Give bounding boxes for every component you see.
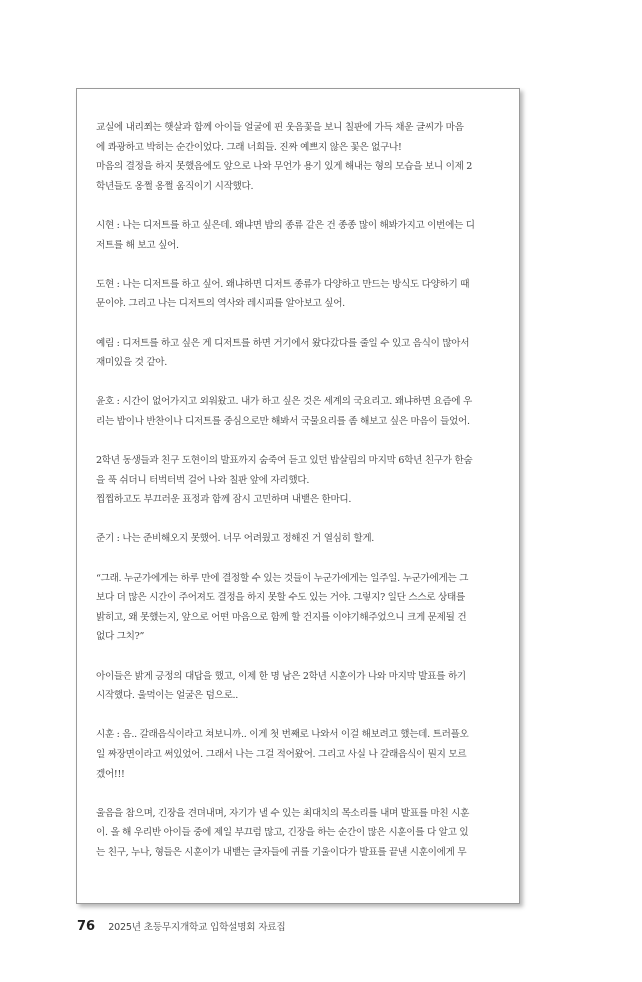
paragraph xyxy=(96,275,513,314)
text-line: 에 콰광하고 박히는 순간이었다. 그래 너희들. 진짜 예쁘지 않은 꽃은 없구나! xyxy=(96,141,402,153)
text-line: 시현 : 나는 디저트를 하고 싶은데. 왜냐면 밥의 종류 같은 건 종종 많이 해봐가지고 이번에는 디 xyxy=(96,219,475,231)
text-line: 도현 : 나는 디저트를 하고 싶어. 왜냐하면 디저트 종류가 다양하고 만드는 방식도 다양하기 때 xyxy=(96,278,470,290)
text-line: 밝히고, 왜 못했는지, 앞으로 어떤 마음으로 함께 할 건지를 이야기해주었으니 크게 문제될 건 xyxy=(96,611,467,623)
page-footer xyxy=(77,915,285,934)
text-line: 없다 그치?” xyxy=(96,631,145,643)
paragraph xyxy=(96,569,513,647)
paragraph xyxy=(96,157,513,196)
text-line: 2학년 동생들과 친구 도현이의 발표까지 숨죽여 듣고 있던 밥살림의 마지막 6학년 친구가 한숨 xyxy=(96,455,473,467)
text-line: 리는 밥이나 반찬이나 디저트를 중심으로만 해봐서 국물요리를 좀 해보고 싶은 마음이 들었어. xyxy=(96,415,470,427)
text-line: 찝찝하고도 부끄러운 표정과 함께 잠시 고민하며 내뱉은 한마디. xyxy=(96,494,352,506)
text-line: 학년들도 옹쩔 옹쩔 움직이기 시작했다. xyxy=(96,180,254,192)
paragraph xyxy=(96,118,513,157)
text-line: 는 친구, 누나, 형들은 시훈이가 내뱉는 글자들에 귀를 기울이다가 발표를 끝낸 시훈이에게 무 xyxy=(96,846,467,858)
paragraph xyxy=(96,392,513,431)
text-line: 보다 더 많은 시간이 주어져도 결정을 하지 못할 수도 있는 거야. 그렇지? 일단 스스로 상태를 xyxy=(96,592,465,604)
book-title: 2025년 초등무지개학교 입학설명회 자료집 xyxy=(108,922,286,933)
body-text xyxy=(96,118,513,863)
page-number: 76 xyxy=(77,919,96,934)
text-line: 예림 : 디저트를 하고 싶은 게 디저트를 하면 거기에서 왔다갔다를 줄일 수 있고 음식이 많아서 xyxy=(96,337,470,349)
text-line: 준기 : 나는 준비해오지 못했어. 너무 어려웠고 정해진 거 열심히 할게. xyxy=(96,533,375,545)
text-line: 을 푹 쉬더니 터벅터벅 걸어 나와 칠판 앞에 자리했다. xyxy=(96,474,310,486)
text-line: 이. 올 해 우리반 아이들 중에 제일 부끄럼 많고, 긴장을 하는 순간이 많은 시훈이를 다 알고 있 xyxy=(96,827,469,839)
text-line: 겠어!!! xyxy=(96,768,125,780)
text-line: 문이야. 그리고 나는 디저트의 역사와 레시피를 알아보고 싶어. xyxy=(96,298,345,310)
text-line: 시작했다. 울먹이는 얼굴은 덤으로.. xyxy=(96,690,239,702)
text-line: 저트를 해 보고 싶어. xyxy=(96,239,179,251)
text-line: 시훈 : 음.. 갈래음식이라고 쳐보니까.. 이게 첫 번째로 나와서 이걸 해보려고 했는데. 트러플오 xyxy=(96,729,469,741)
text-line: 아이들은 밝게 긍정의 대답을 했고, 이제 한 명 남은 2학년 시훈이가 나와 마지막 발표를 하기 xyxy=(96,670,466,682)
paragraph xyxy=(96,725,513,784)
paragraph xyxy=(96,804,513,863)
paragraph xyxy=(96,529,513,549)
text-line: 윤호 : 시간이 없어가지고 외워왔고. 내가 하고 싶은 것은 세계의 국요리고. 왜냐하면 요즘에 우 xyxy=(96,396,472,408)
paragraph xyxy=(96,216,513,255)
paragraph xyxy=(96,451,513,510)
text-line: 울음을 참으며, 긴장을 견뎌내며, 자기가 낼 수 있는 최대치의 목소리를 내며 발표를 마친 시훈 xyxy=(96,807,470,819)
text-line: 재미있을 것 같아. xyxy=(96,357,168,369)
text-line: 교실에 내리쬐는 햇살과 함께 아이들 얼굴에 핀 웃음꽃을 보니 칠판에 가득 채운 글씨가 마음 xyxy=(96,122,464,133)
text-line: 일 짜장면이라고 써있었어. 그래서 나는 그걸 적어왔어. 그리고 사실 나 갈래음식이 뭔지 모르 xyxy=(96,749,467,760)
paragraph xyxy=(96,667,513,706)
text-line: 마음의 결정을 하지 못했음에도 앞으로 나와 무언가 용기 있게 해내는 형의 모습을 보니 이제 2 xyxy=(96,161,473,173)
paragraph xyxy=(96,334,513,373)
text-line: “그래. 누군가에게는 하루 만에 결정할 수 있는 것들이 누군가에게는 일주일. 누군가에게는 그 xyxy=(96,572,469,584)
